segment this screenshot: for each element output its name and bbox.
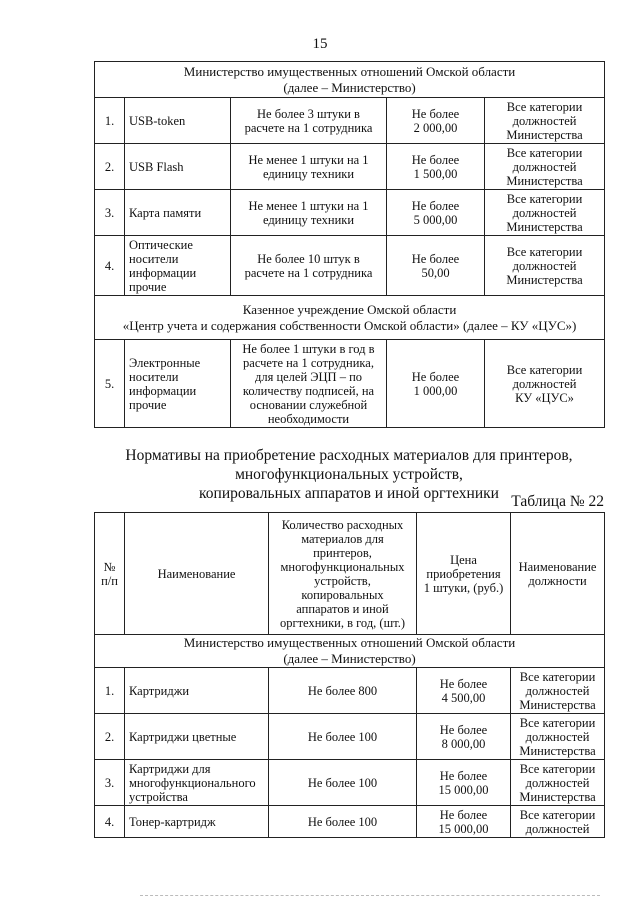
row-number: 1. — [95, 98, 125, 144]
item-name: USB-token — [125, 98, 231, 144]
section-title: Министерство имущественных отношений Омской области (далее – Министерство) — [95, 62, 605, 98]
item-quantity: Не более 1 штуки в год в расчете на 1 сотрудника, для целей ЭЦП – по количеству подписей, на основании служебной необходимости — [231, 340, 387, 428]
table-row — [95, 98, 605, 144]
row-number: 4. — [95, 806, 125, 838]
row-number: 5. — [95, 340, 125, 428]
header-row — [95, 513, 605, 635]
item-price: Не более 1 000,00 — [387, 340, 485, 428]
item-name: Картриджи для многофункционального устройства — [125, 760, 269, 806]
scan-edge-divider — [140, 895, 600, 896]
table-row — [95, 144, 605, 190]
heading-line: Нормативы на приобретение расходных материалов для принтеров, — [125, 447, 573, 464]
item-price: Не более 4 500,00 — [417, 668, 511, 714]
header-position: Наименование должности — [511, 513, 605, 635]
item-price: Не более 5 000,00 — [387, 190, 485, 236]
item-price: Не более 8 000,00 — [417, 714, 511, 760]
row-number: 3. — [95, 760, 125, 806]
section-row — [95, 635, 605, 668]
item-quantity: Не более 100 — [269, 760, 417, 806]
row-number: 2. — [95, 714, 125, 760]
table-row — [95, 236, 605, 296]
heading-line: многофункциональных устройств, — [235, 466, 463, 483]
item-quantity: Не более 100 — [269, 714, 417, 760]
header-number: № п/п — [95, 513, 125, 635]
devices-table — [94, 61, 605, 428]
page-number: 15 — [312, 36, 328, 52]
item-position: Все категории должностей Министерства — [511, 760, 605, 806]
row-number: 1. — [95, 668, 125, 714]
item-name: Картриджи — [125, 668, 269, 714]
item-quantity: Не более 100 — [269, 806, 417, 838]
item-quantity: Не более 3 штуки в расчете на 1 сотрудника — [231, 98, 387, 144]
item-price: Не более 1 500,00 — [387, 144, 485, 190]
table-row — [95, 340, 605, 428]
header-quantity: Количество расходных материалов для принтеров, многофункциональных устройств, копировальных аппаратов и иной оргтехники, в год, (шт.) — [269, 513, 417, 635]
item-name: USB Flash — [125, 144, 231, 190]
item-position: Все категории должностей — [511, 806, 605, 838]
item-position: Все категории должностей Министерства — [485, 236, 605, 296]
item-price: Не более 15 000,00 — [417, 760, 511, 806]
table-row — [95, 714, 605, 760]
table-row — [95, 190, 605, 236]
item-quantity: Не менее 1 штуки на 1 единицу техники — [231, 144, 387, 190]
table-label: Таблица № 22 — [511, 493, 604, 510]
item-position: Все категории должностей Министерства — [511, 714, 605, 760]
item-name: Картриджи цветные — [125, 714, 269, 760]
table-row — [95, 668, 605, 714]
item-price: Не более 15 000,00 — [417, 806, 511, 838]
item-name: Карта памяти — [125, 190, 231, 236]
item-position: Все категории должностей Министерства — [485, 144, 605, 190]
row-number: 2. — [95, 144, 125, 190]
item-name: Электронные носители информации прочие — [125, 340, 231, 428]
section-title: Министерство имущественных отношений Омской области (далее – Министерство) — [95, 635, 605, 668]
item-price: Не более 2 000,00 — [387, 98, 485, 144]
item-quantity: Не менее 1 штуки на 1 единицу техники — [231, 190, 387, 236]
table-row — [95, 760, 605, 806]
item-name: Тонер-картридж — [125, 806, 269, 838]
item-position: Все категории должностей Министерства — [485, 190, 605, 236]
row-number: 4. — [95, 236, 125, 296]
section-title: Казенное учреждение Омской области «Центр учета и содержания собственности Омской области» (далее – КУ «ЦУС») — [95, 296, 605, 340]
row-number: 3. — [95, 190, 125, 236]
item-quantity: Не более 800 — [269, 668, 417, 714]
heading-line: копировальных аппаратов и иной оргтехники — [199, 485, 499, 502]
header-name: Наименование — [125, 513, 269, 635]
item-position: Все категории должностей Министерства — [485, 98, 605, 144]
item-position: Все категории должностей Министерства — [511, 668, 605, 714]
item-name: Оптические носители информации прочие — [125, 236, 231, 296]
item-price: Не более 50,00 — [387, 236, 485, 296]
header-price: Цена приобретения 1 штуки, (руб.) — [417, 513, 511, 635]
consumables-table — [94, 512, 605, 838]
table-row — [95, 806, 605, 838]
section-row — [95, 296, 605, 340]
section-row — [95, 62, 605, 98]
item-position: Все категории должностей КУ «ЦУС» — [485, 340, 605, 428]
item-quantity: Не более 10 штук в расчете на 1 сотрудника — [231, 236, 387, 296]
